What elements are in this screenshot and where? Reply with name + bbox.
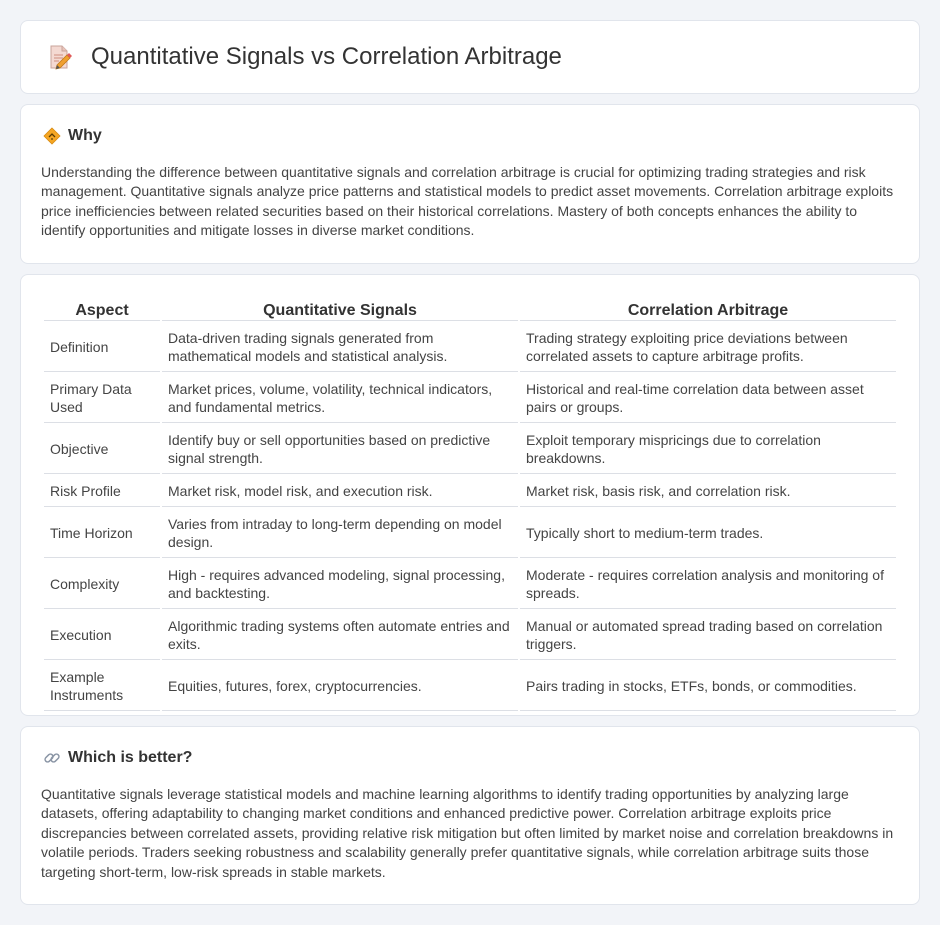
- table-row: [44, 662, 896, 711]
- why-text: Understanding the difference between quantitative signals and correlation arbitrage is crucial for optimizing trading strategies and risk management. Quantitative signals analyze price patterns and statistical models to predict asset movements. Correlation arbitrage exploits price inefficiencies between related securities based on their historical correlations. Mastery of both concepts enhances the ability to identify opportunities and mitigate losses in diverse market conditions.: [41, 164, 894, 239]
- comparison-table-card: [20, 274, 920, 716]
- row-quantitative: Identify buy or sell opportunities based on predictive signal strength.: [162, 425, 518, 474]
- row-aspect: Execution: [44, 611, 160, 660]
- row-quantitative: Market risk, model risk, and execution risk.: [162, 476, 518, 507]
- row-aspect: Objective: [44, 425, 160, 474]
- header-correlation-arbitrage: Correlation Arbitrage: [520, 297, 896, 321]
- title-card: [20, 20, 920, 94]
- row-quantitative: Equities, futures, forex, cryptocurrencies.: [162, 662, 518, 711]
- row-aspect: Example Instruments: [44, 662, 160, 711]
- row-quantitative: High - requires advanced modeling, signal processing, and backtesting.: [162, 560, 518, 609]
- why-header: [21, 105, 919, 145]
- row-correlation: Trading strategy exploiting price deviations between correlated assets to capture arbitrage profits.: [520, 323, 896, 372]
- better-title: Which is better?: [68, 749, 193, 766]
- comparison-table: [42, 295, 898, 713]
- row-aspect: Complexity: [44, 560, 160, 609]
- row-correlation: Market risk, basis risk, and correlation risk.: [520, 476, 896, 507]
- diamond-sign-icon: [43, 127, 61, 145]
- row-quantitative: Algorithmic trading systems often automate entries and exits.: [162, 611, 518, 660]
- table-row: [44, 560, 896, 609]
- why-title: Why: [68, 127, 102, 144]
- table-row: [44, 374, 896, 423]
- row-quantitative: Data-driven trading signals generated from mathematical models and statistical analysis.: [162, 323, 518, 372]
- row-correlation: Manual or automated spread trading based on correlation triggers.: [520, 611, 896, 660]
- table-row: [44, 425, 896, 474]
- row-aspect: Risk Profile: [44, 476, 160, 507]
- row-correlation: Exploit temporary mispricings due to correlation breakdowns.: [520, 425, 896, 474]
- row-quantitative: Varies from intraday to long-term depending on model design.: [162, 509, 518, 558]
- table-row: [44, 476, 896, 507]
- which-is-better-section: [20, 726, 920, 905]
- row-quantitative: Market prices, volume, volatility, technical indicators, and fundamental metrics.: [162, 374, 518, 423]
- table-row: [44, 323, 896, 372]
- table-header-row: [44, 297, 896, 321]
- header-aspect: Aspect: [44, 297, 160, 321]
- title-row: [21, 21, 919, 93]
- row-correlation: Moderate - requires correlation analysis and monitoring of spreads.: [520, 560, 896, 609]
- row-correlation: Typically short to medium-term trades.: [520, 509, 896, 558]
- row-aspect: Definition: [44, 323, 160, 372]
- why-section: [20, 104, 920, 264]
- table-row: [44, 611, 896, 660]
- row-aspect: Primary Data Used: [44, 374, 160, 423]
- table-row: [44, 509, 896, 558]
- row-correlation: Historical and real-time correlation data between asset pairs or groups.: [520, 374, 896, 423]
- link-icon: [43, 749, 61, 767]
- page-title: Quantitative Signals vs Correlation Arbitrage: [91, 43, 562, 70]
- better-text: Quantitative signals leverage statistical models and machine learning algorithms to identify trading opportunities by analyzing large datasets, offering adaptability to changing market conditions and enhanced predictive power. Correlation arbitrage exploits price discrepancies between correlated assets, providing relative risk mitigation but often limited by market noise and correlation breakdowns in volatile periods. Traders seeking robustness and scalability generally prefer quantitative signals, while correlation arbitrage suits those targeting short-term, low-risk spreads in stable markets.: [41, 786, 894, 880]
- better-header: [21, 727, 919, 767]
- header-quantitative-signals: Quantitative Signals: [162, 297, 518, 321]
- document-pencil-icon: [45, 43, 73, 71]
- row-correlation: Pairs trading in stocks, ETFs, bonds, or commodities.: [520, 662, 896, 711]
- row-aspect: Time Horizon: [44, 509, 160, 558]
